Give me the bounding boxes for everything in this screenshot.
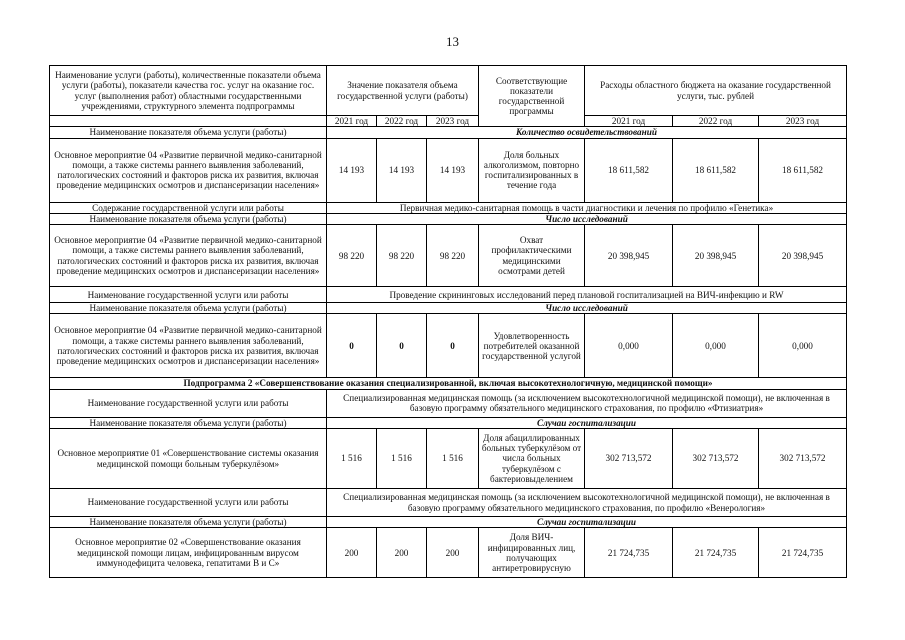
row-value: Случаи госпитализации bbox=[327, 417, 847, 428]
subprogram-row bbox=[50, 378, 847, 389]
expense-cell: 20 398,945 bbox=[585, 225, 673, 287]
row-label: Наименование показателя объема услуги (работы) bbox=[50, 517, 327, 528]
year-value-2022: 2022 год bbox=[377, 116, 427, 127]
row-label: Наименование показателя объема услуги (работы) bbox=[50, 127, 327, 138]
expense-cell: 20 398,945 bbox=[759, 225, 847, 287]
value-cell: 1 516 bbox=[377, 429, 427, 489]
expense-cell: 302 713,572 bbox=[673, 429, 759, 489]
activity-cell: Основное мероприятие 04 «Развитие первичной медико-санитарной помощи, а также системы раннего выявления заболеваний, патологических состояний и факторов риска их развития, включая проведение медицинских осмотров и диспансеризации населения» bbox=[50, 138, 327, 202]
value-cell: 14 193 bbox=[427, 138, 479, 202]
value-cell: 200 bbox=[327, 528, 377, 578]
row-value: Специализированная медицинская помощь (за исключением высокотехнологичной медицинской помощи), не включенная в базовую программу обязательного медицинского страхования, по профилю «Фтизиатрия» bbox=[327, 389, 847, 417]
row-label: Наименование государственной услуги или работы bbox=[50, 389, 327, 417]
value-cell: 98 220 bbox=[327, 225, 377, 287]
indicator-cell: Охват профилактическими медицинскими осмотрами детей bbox=[479, 225, 585, 287]
value-cell: 14 193 bbox=[327, 138, 377, 202]
year-expense-2021: 2021 год bbox=[585, 116, 673, 127]
header-empty-cell bbox=[50, 116, 327, 127]
row-label: Наименование государственной услуги или работы bbox=[50, 489, 327, 517]
value-cell: 1 516 bbox=[427, 429, 479, 489]
table-row bbox=[50, 287, 847, 303]
row-value: Первичная медико-санитарная помощь в части диагностики и лечения по профилю «Генетика» bbox=[327, 202, 847, 213]
table-row bbox=[50, 303, 847, 314]
expense-cell: 20 398,945 bbox=[673, 225, 759, 287]
header-row bbox=[50, 66, 847, 116]
expense-cell: 0,000 bbox=[759, 314, 847, 378]
year-expense-2023: 2023 год bbox=[759, 116, 847, 127]
table-row bbox=[50, 528, 847, 578]
table-row bbox=[50, 314, 847, 378]
value-cell: 0 bbox=[427, 314, 479, 378]
table-row bbox=[50, 489, 847, 517]
table-row bbox=[50, 213, 847, 224]
row-value: Число исследований bbox=[327, 213, 847, 224]
table-row bbox=[50, 202, 847, 213]
table-row bbox=[50, 429, 847, 489]
activity-cell: Основное мероприятие 04 «Развитие первичной медико-санитарной помощи, а также системы раннего выявления заболеваний, патологических состояний и факторов риска их развития, включая проведение медицинских осмотров и диспансеризации населения» bbox=[50, 314, 327, 378]
row-label: Содержание государственной услуги или работы bbox=[50, 202, 327, 213]
expense-cell: 18 611,582 bbox=[585, 138, 673, 202]
activity-cell: Основное мероприятие 02 «Совершенствование оказания медицинской помощи лицам, инфицированным вирусом иммунодефицита человека, гепатитами В и С» bbox=[50, 528, 327, 578]
indicator-cell: Доля ВИЧ-инфицированных лиц, получающих антиретровирусную bbox=[479, 528, 585, 578]
expense-cell: 0,000 bbox=[585, 314, 673, 378]
value-cell: 98 220 bbox=[377, 225, 427, 287]
expense-cell: 21 724,735 bbox=[585, 528, 673, 578]
indicator-cell: Доля абациллированных больных туберкулёзом от числа больных туберкулёзом с бактериовыделением bbox=[479, 429, 585, 489]
value-cell: 1 516 bbox=[327, 429, 377, 489]
row-label: Наименование показателя объема услуги (работы) bbox=[50, 303, 327, 314]
year-expense-2022: 2022 год bbox=[673, 116, 759, 127]
expense-cell: 302 713,572 bbox=[585, 429, 673, 489]
expense-cell: 18 611,582 bbox=[673, 138, 759, 202]
value-cell: 0 bbox=[377, 314, 427, 378]
table-row bbox=[50, 417, 847, 428]
activity-cell: Основное мероприятие 01 «Совершенствование системы оказания медицинской помощи больным туберкулёзом» bbox=[50, 429, 327, 489]
row-value: Специализированная медицинская помощь (за исключением высокотехнологичной медицинской помощи), не включенная в базовую программу обязательного медицинского страхования, по профилю «Венерология» bbox=[327, 489, 847, 517]
row-value: Число исследований bbox=[327, 303, 847, 314]
table-row bbox=[50, 389, 847, 417]
expense-cell: 21 724,735 bbox=[673, 528, 759, 578]
row-value: Количество освидетельствований bbox=[327, 127, 847, 138]
row-label: Наименование показателя объема услуги (работы) bbox=[50, 213, 327, 224]
header-years-row bbox=[50, 116, 847, 127]
table-row bbox=[50, 127, 847, 138]
expense-cell: 302 713,572 bbox=[759, 429, 847, 489]
indicator-cell: Доля больных алкоголизмом, повторно госпитализированных в течение года bbox=[479, 138, 585, 202]
table-row bbox=[50, 138, 847, 202]
year-value-2021: 2021 год bbox=[327, 116, 377, 127]
header-col-expense: Расходы областного бюджета на оказание государственной услуги, тыс. рублей bbox=[585, 66, 847, 116]
indicator-cell: Удовлетворенность потребителей оказанной государственной услугой bbox=[479, 314, 585, 378]
table-row bbox=[50, 517, 847, 528]
table-row bbox=[50, 225, 847, 287]
header-col-value: Значение показателя объема государственной услуги (работы) bbox=[327, 66, 479, 116]
row-label: Наименование показателя объема услуги (работы) bbox=[50, 417, 327, 428]
value-cell: 98 220 bbox=[427, 225, 479, 287]
header-col-indicator: Соответствующие показатели государственной программы bbox=[479, 66, 585, 127]
row-label: Наименование государственной услуги или работы bbox=[50, 287, 327, 303]
expense-cell: 18 611,582 bbox=[759, 138, 847, 202]
row-value: Случаи госпитализации bbox=[327, 517, 847, 528]
value-cell: 200 bbox=[377, 528, 427, 578]
activity-cell: Основное мероприятие 04 «Развитие первичной медико-санитарной помощи, а также системы раннего выявления заболеваний, патологических состояний и факторов риска их развития, включая проведение медицинских осмотров и диспансеризации населения» bbox=[50, 225, 327, 287]
value-cell: 200 bbox=[427, 528, 479, 578]
year-value-2023: 2023 год bbox=[427, 116, 479, 127]
budget-table bbox=[49, 65, 847, 578]
value-cell: 14 193 bbox=[377, 138, 427, 202]
page-number: 13 bbox=[446, 34, 459, 49]
row-value: Проведение скрининговых исследований перед плановой госпитализацией на ВИЧ-инфекцию и RW bbox=[327, 287, 847, 303]
expense-cell: 21 724,735 bbox=[759, 528, 847, 578]
expense-cell: 0,000 bbox=[673, 314, 759, 378]
value-cell: 0 bbox=[327, 314, 377, 378]
header-col-name: Наименование услуги (работы), количественные показатели объема услуги (работы), показатели качества гос. услуг на оказание гос. услуг (выполнения работ) областными государственными учреждениями, структурного элемента подпрограммы bbox=[50, 66, 327, 116]
subprogram-title: Подпрограмма 2 «Совершенствование оказания специализированной, включая высокотехнологичную, медицинской помощи» bbox=[50, 378, 847, 389]
